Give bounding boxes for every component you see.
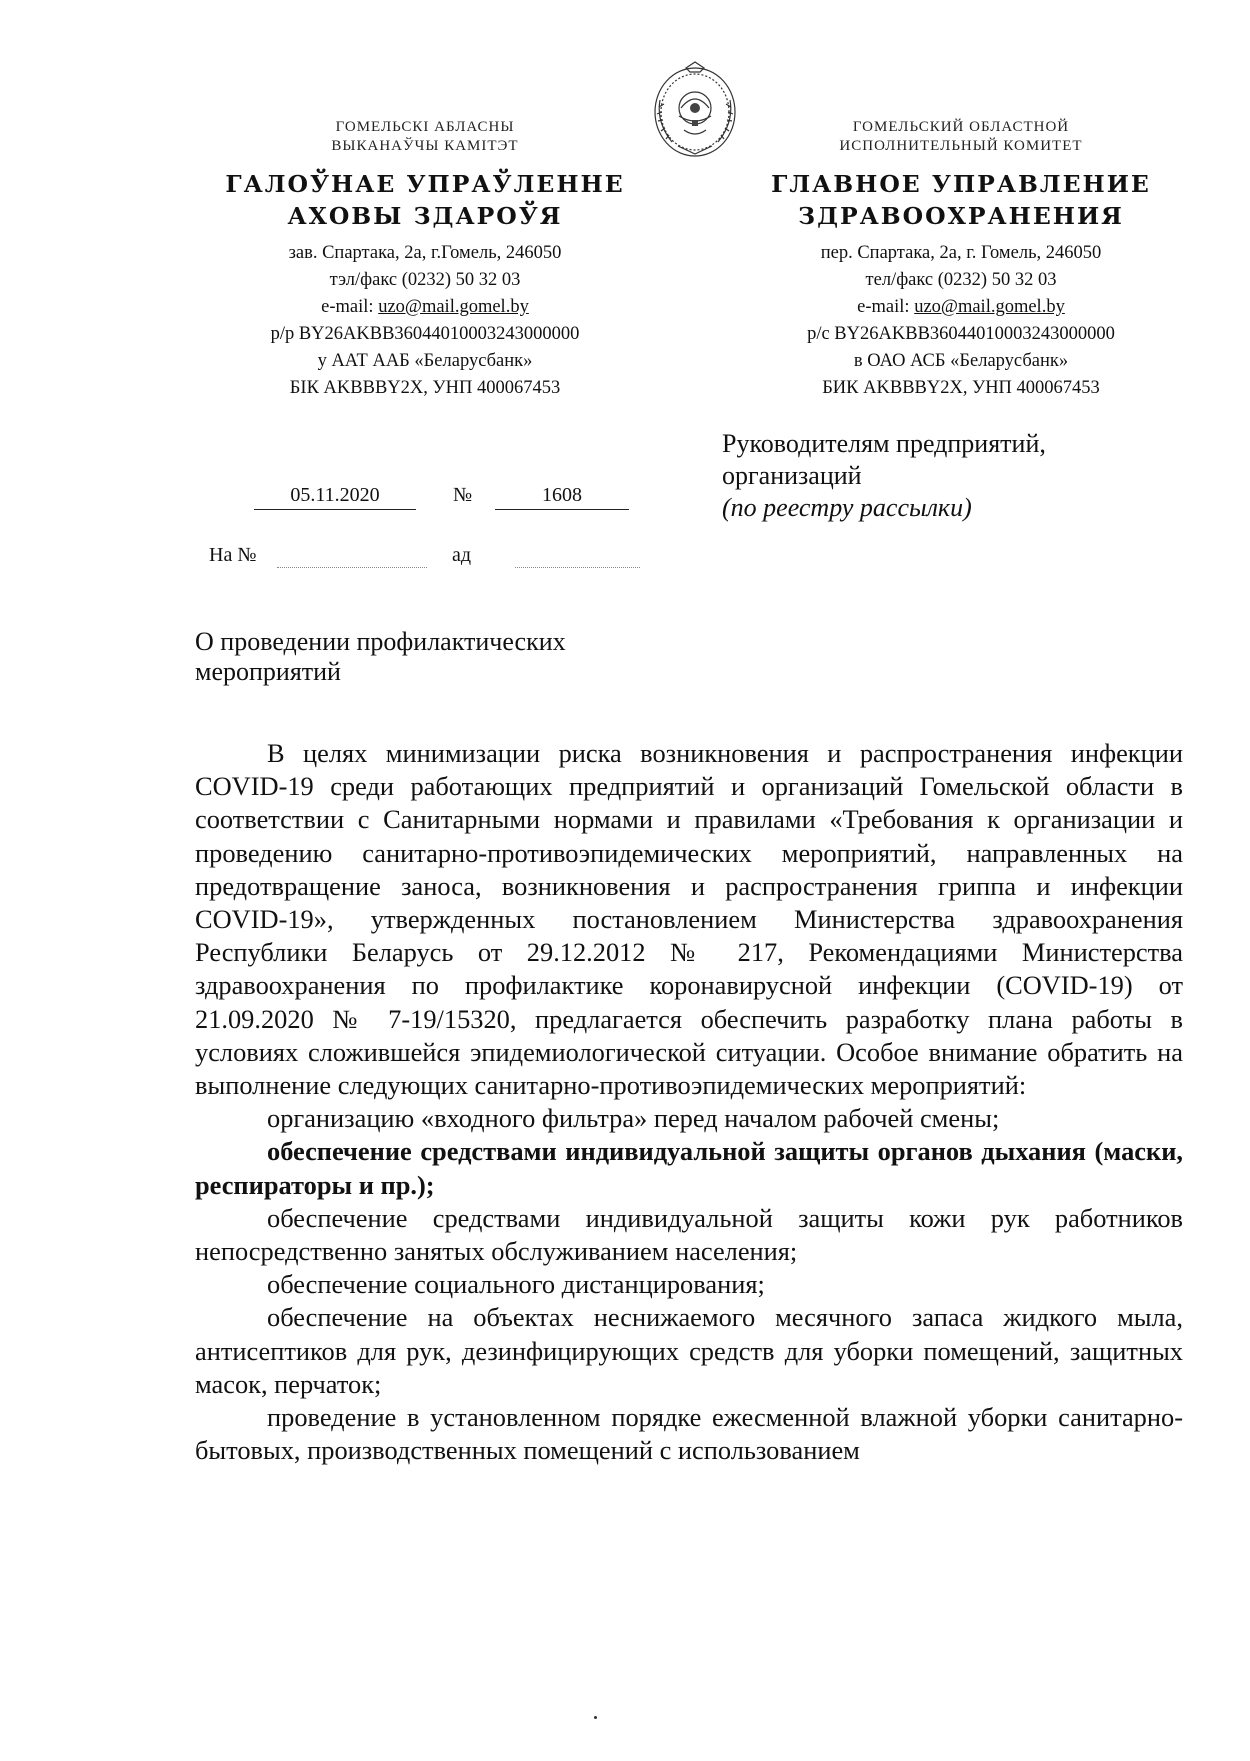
letter-subject [195,627,675,687]
reply-number-blank [277,566,427,568]
email-label: e-mail: [321,297,379,317]
subject-line2: мероприятий [195,657,341,686]
email-line [210,294,640,321]
authority-name-line1: ГОМЕЛЬСКИЙ ОБЛАСТНОЙ [852,119,1070,135]
reply-date-label: ад [452,544,472,566]
reply-number-label: На № [209,544,257,566]
measure-item: обеспечение средствами индивидуальной защиты кожи рук работников непосредственно занятых обслуживанием населения; [195,1202,1183,1267]
addressee-line1: Руководителям предприятий, [722,429,1046,458]
address: пер. Спартака, 2а, г. Гомель, 246050 [820,243,1102,263]
address: зав. Спартака, 2а, г.Гомель, 246050 [288,243,562,263]
department-name [210,168,640,232]
authority-name-line2: ИСПОЛНИТЕЛЬНЫЙ КОМИТЕТ [839,138,1083,154]
authority-name-line2: ВЫКАНАЎЧЫ КАМІТЭТ [331,138,519,154]
reply-date-blank [515,566,640,568]
bank-codes: БИК AKBBBY2X, УНП 400067453 [822,378,1100,398]
body-intro-paragraph: В целях минимизации риска возникновения и распространения инфекции COVID-19 среди работающих предприятий и организаций Гомельской области в соответствии с Санитарными нормами и правилами «Требования к организации и проведению санитарно-противоэпидемических мероприятий, направленных на предотвращение заноса, возникновения и распространения гриппа и инфекции COVID-19», утвержденных постановлением Министерства здравоохранения Республики Беларусь от 29.12.2012 № 217, Рекомендациями Министерства здравоохранения по профилактике коронавирусной инфекции (COVID-19) от 21.09.2020 № 7-19/15320, предлагается обеспечить разработку плана работы в условиях сложившейся эпидемиологической ситуации. Особое внимание обратить на выполнение следующих санитарно-противоэпидемических мероприятий: [195,738,1183,1101]
addressee-note: (по реестру рассылки) [722,493,972,522]
document-date: 05.11.2020 [254,484,416,510]
measure-item: проведение в установленном порядке ежесменной влажной уборки санитарно-бытовых, производственных помещений с использованием [195,1402,1183,1466]
addressee-line2: организаций [722,461,862,490]
bank-account: р/с BY26AKBB36044010003243000000 [807,324,1115,344]
letterhead-russian [752,118,1170,402]
measure-item: организацию «входного фильтра» перед началом рабочей смены; [267,1103,1000,1134]
email-label: e-mail: [857,297,915,317]
bank-name: у ААТ ААБ «Беларусбанк» [317,351,533,371]
email-link[interactable]: uzo@mail.gomel.by [914,297,1065,317]
bank-account: р/р BY26AKBB36044010003243000000 [270,324,580,344]
department-name [752,168,1170,232]
measure-item-bold: обеспечение средствами индивидуальной защиты органов дыхания (маски, респираторы и пр.); [195,1136,1183,1200]
contact-block [752,240,1170,402]
subject-line1: О проведении профилактических [195,627,566,656]
document-number: 1608 [495,484,629,510]
measure-item: обеспечение социального дистанцирования; [267,1269,765,1300]
letterhead-belarusian [210,118,640,402]
page-mark [594,1716,597,1719]
phone: тэл/факс (0232) 50 32 03 [329,270,521,290]
state-emblem-icon [648,60,742,160]
authority-name-line1: ГОМЕЛЬСКІ АБЛАСНЫ [335,119,515,135]
addressee-block [722,428,1046,524]
number-sign: № [453,484,473,506]
department-name-line1: ГЛАВНОЕ УПРАВЛЕНИЕ [771,170,1151,198]
letter-body [195,737,1183,1467]
department-name-line1: ГАЛОЎНАЕ УПРАЎЛЕННЕ [225,170,625,198]
department-name-line2: АХОВЫ ЗДАРОЎЯ [287,202,563,230]
bank-name: в ОАО АСБ «Беларусбанк» [853,351,1069,371]
phone: тел/факс (0232) 50 32 03 [865,270,1057,290]
measure-item: обеспечение на объектах неснижаемого месячного запаса жидкого мыла, антисептиков для рук, дезинфицирующих средств для уборки помещений, защитных масок, перчаток; [195,1302,1183,1399]
contact-block [210,240,640,402]
department-name-line2: ЗДРАВООХРАНЕНИЯ [798,202,1124,230]
email-line [752,294,1170,321]
bank-codes: БІК AKBBBY2X, УНП 400067453 [289,378,561,398]
email-link[interactable]: uzo@mail.gomel.by [378,297,529,317]
